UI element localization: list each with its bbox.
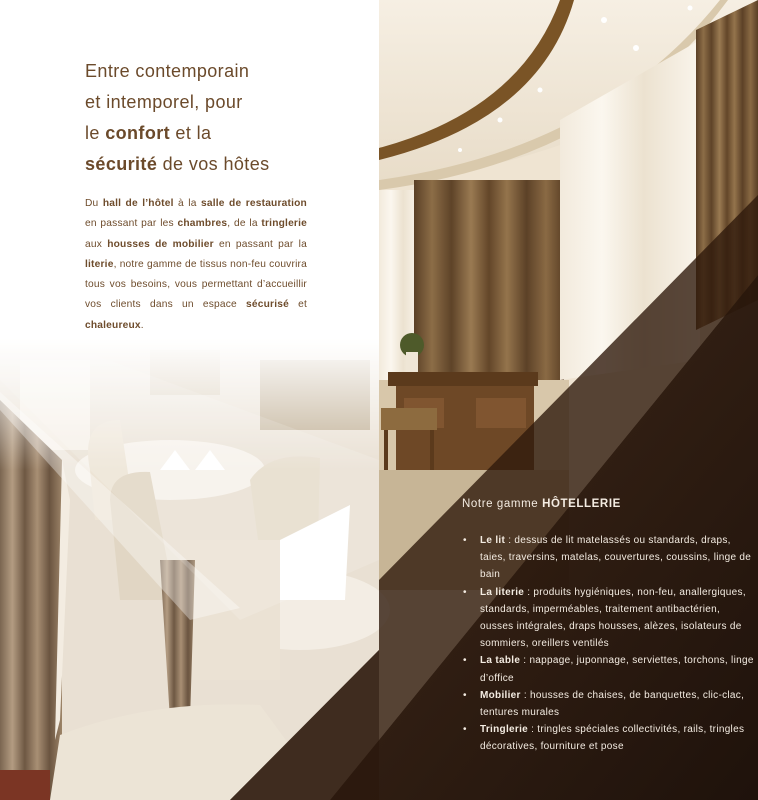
intro-bold: sécurisé	[246, 299, 289, 311]
headline-securite: sécurité	[85, 154, 158, 174]
intro-bold: tringlerie	[261, 218, 307, 230]
headline	[85, 56, 307, 180]
offer-title-prefix: Notre gamme	[462, 498, 543, 510]
intro-bold: hall de l’hôtel	[102, 198, 174, 209]
offer-item-label: La literie	[480, 586, 525, 598]
offer-item-mobilier	[462, 687, 754, 721]
intro-paragraph	[85, 194, 307, 336]
intro-text: , de la	[227, 218, 262, 230]
intro-text: à la	[173, 198, 201, 209]
intro-bold: chaleureux	[85, 319, 141, 331]
bullet-icon: •	[463, 689, 467, 701]
intro-text: .	[140, 319, 144, 331]
offer-item-label: La table	[480, 655, 521, 667]
bullet-icon: •	[463, 535, 467, 546]
intro-text: et	[288, 299, 307, 311]
offer-item-text: : dessus de lit matelassés ou standards, draps, taies, traversins, matelas, couvertures, coussins, linge de bain	[480, 535, 752, 581]
intro-text: en passant par la	[213, 238, 307, 250]
intro-bold: literie	[85, 258, 114, 270]
intro-bold: salle de restauration	[200, 198, 307, 209]
headline-line-4-end: de vos hôtes	[157, 154, 270, 174]
intro-text: Du	[85, 198, 103, 209]
offer-block	[462, 498, 754, 756]
offer-item-label: Mobilier	[480, 689, 521, 701]
headline-line-3-start: le	[85, 123, 106, 143]
offer-item-tringlerie	[462, 721, 754, 755]
offer-item-text: : nappage, juponnage, serviettes, torchons, linge d’office	[480, 655, 754, 684]
intro-bold: housses de mobilier	[107, 238, 214, 250]
offer-item-la-table	[462, 652, 754, 686]
offer-item-text: : tringles spéciales collectivités, rails, tringles décoratives, fourniture et pose	[480, 724, 745, 753]
intro-text: , notre gamme de tissus non-feu couvrira tous vos besoins, vous permettant d’accueillir vos clients dans un espace	[85, 258, 307, 311]
offer-list	[462, 532, 754, 756]
bullet-icon: •	[463, 655, 467, 667]
offer-item-label: Tringlerie	[480, 724, 529, 736]
offer-title-bold: HÔTELLERIE	[542, 498, 621, 510]
headline-confort: confort	[105, 123, 171, 143]
bullet-icon: •	[463, 586, 467, 598]
offer-title	[462, 498, 754, 510]
headline-line-1: Entre contemporain	[85, 61, 250, 81]
headline-line-2: et intemporel, pour	[85, 92, 243, 112]
offer-item-text: : housses de chaises, de banquettes, clic-clac, tentures murales	[480, 689, 745, 719]
offer-item-label: Le lit	[480, 535, 506, 546]
offer-item-text: : produits hygiéniques, non-feu, anallergiques, standards, imperméables, traitement antibactérien, ousses intégrales, draps housses, alèzes, isolateurs de sommiers, oreillers ventilés	[480, 586, 746, 650]
intro-text: en passant par les	[85, 218, 178, 230]
offer-item-la-literie	[462, 584, 754, 653]
bullet-icon: •	[463, 724, 467, 736]
intro-text: aux	[85, 238, 108, 250]
offer-item-le-lit	[462, 532, 754, 584]
headline-line-3-end: et la	[170, 123, 212, 143]
intro-block	[85, 56, 307, 336]
intro-bold: chambres	[177, 218, 228, 230]
